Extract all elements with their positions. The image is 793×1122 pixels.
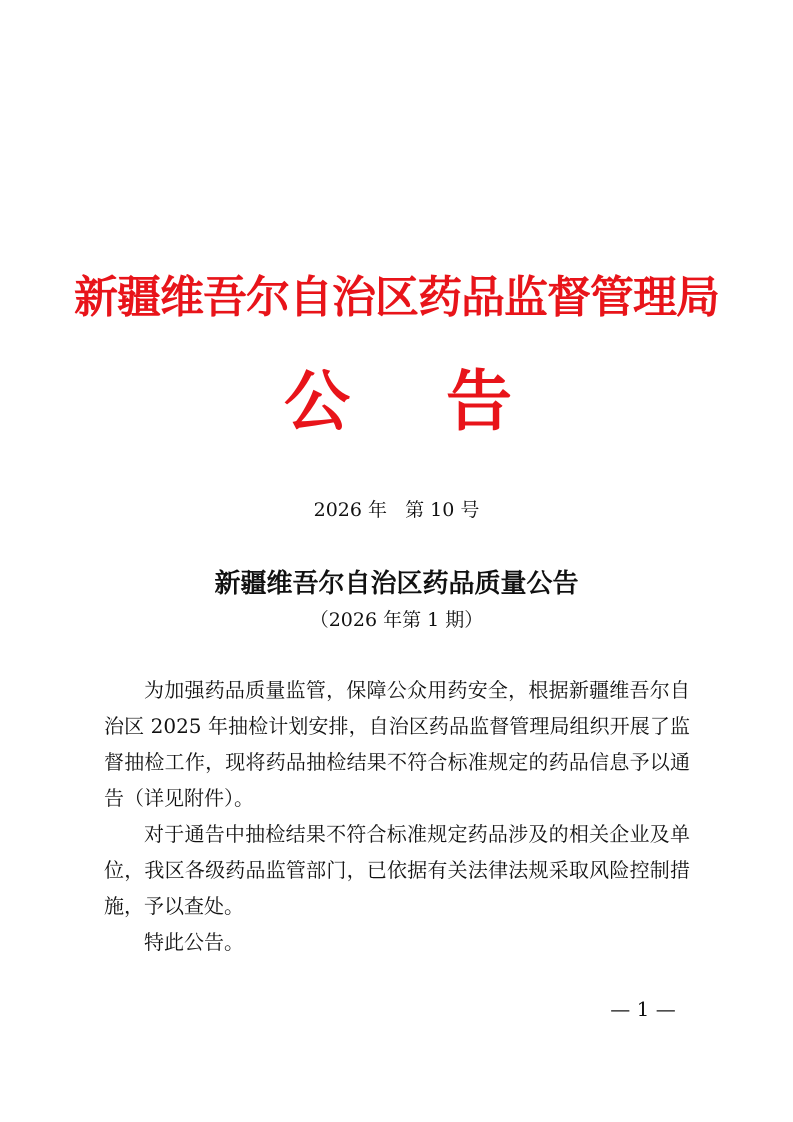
document-number: 2026 年 第 10 号 <box>313 499 480 521</box>
doc-type-char-2: 告 <box>446 363 512 440</box>
body-paragraph: 为加强药品质量监管，保障公众用药安全，根据新疆维吾尔自治区 2025 年抽检计划安排，自治区药品监督管理局组织开展了监督抽检工作，现将药品抽检结果不符合标准规定的药品信息予以通告（详见附件）。 <box>104 678 690 810</box>
notice-title: 新疆维吾尔自治区药品质量公告 <box>214 569 579 599</box>
closing-statement: 特此公告。 <box>144 930 244 954</box>
notice-issue: （2026 年第 1 期） <box>309 609 484 631</box>
notice-body <box>104 672 690 960</box>
issuer-name: 新疆维吾尔自治区药品监督管理局 <box>74 272 719 323</box>
body-paragraph: 对于通告中抽检结果不符合标准规定药品涉及的相关企业及单位，我区各级药品监管部门，已依据有关法律法规采取风险控制措施，予以查处。 <box>104 822 690 918</box>
doc-type-char-1: 公 <box>284 363 350 440</box>
page-number: — 1 — <box>610 997 676 1021</box>
